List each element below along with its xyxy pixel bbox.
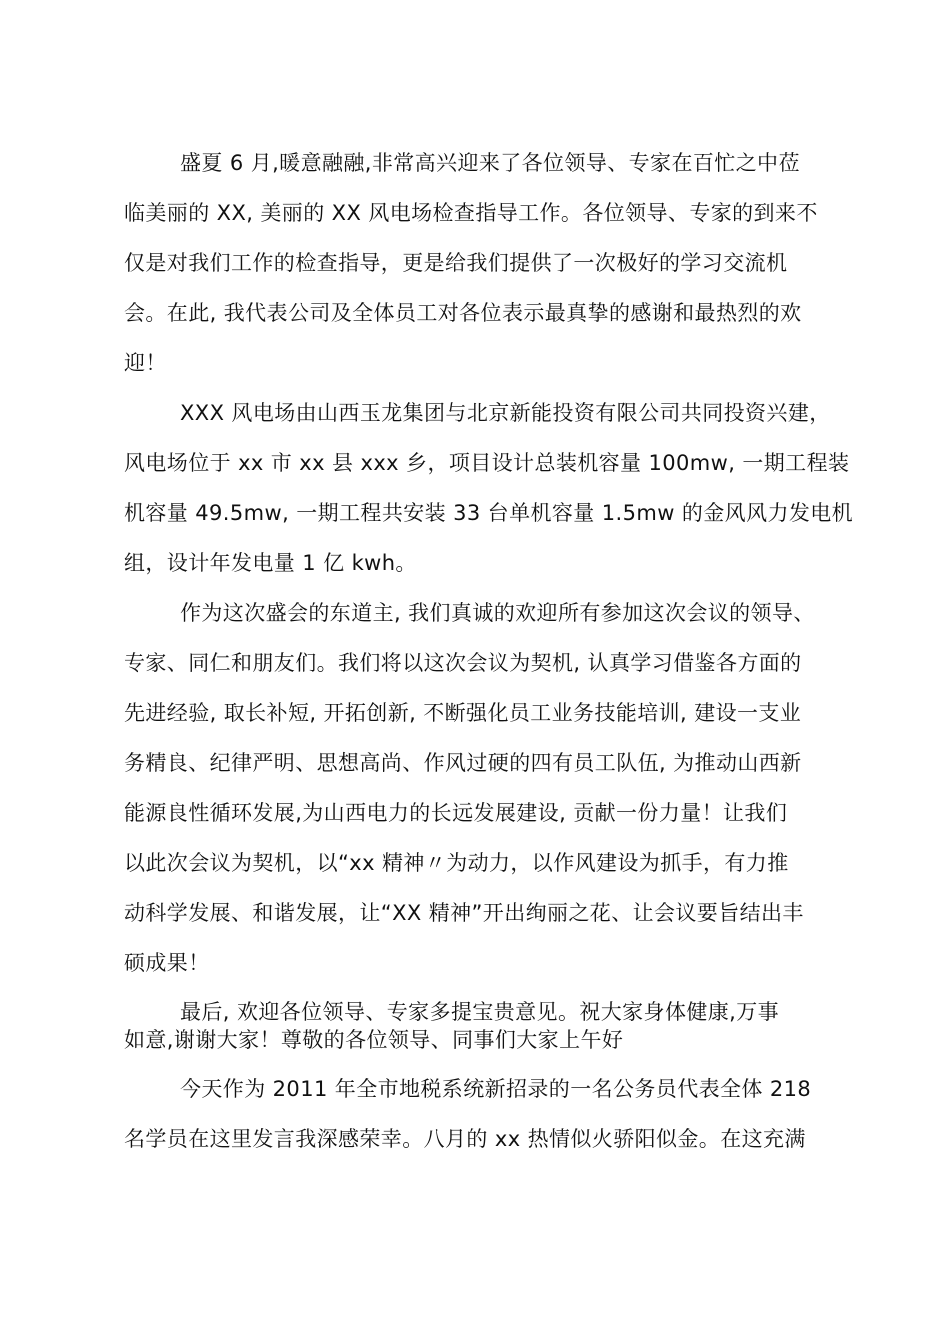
text-line: 名学员在这里发言我深感荣幸。八月的 xx 热情似火骄阳似金。在这充满 [124,1127,806,1151]
text-line: 先进经验, 取长补短, 开拓创新, 不断强化员工业务技能培训, 建设一支业 [124,701,802,725]
text-line: 组，设计年发电量 1 亿 kwh。 [124,551,417,575]
text-line: 作为这次盛会的东道主, 我们真诚的欢迎所有参加这次会议的领导、 [180,601,815,625]
text-line: 盛夏 6 月,暖意融融,非常高兴迎来了各位领导、专家在百忙之中莅 [180,151,800,175]
text-line: 风电场位于 xx 市 xx 县 xxx 乡，项目设计总装机容量 100mw, 一期工程装 [124,451,850,475]
document-body [124,138,854,1164]
text-line: 临美丽的 XX, 美丽的 XX 风电场检查指导工作。各位领导、专家的到来不 [124,201,818,225]
text-line: 能源良性循环发展,为山西电力的长远发展建设, 贡献一份力量！让我们 [124,801,788,825]
text-line: 如意,谢谢大家！尊敬的各位领导、同事们大家上午好 [124,1028,624,1052]
paragraph-welcome [124,138,844,388]
text-line: 务精良、纪律严明、思想高尚、作风过硬的四有员工队伍, 为推动山西新 [124,751,802,775]
text-line: 专家、同仁和朋友们。我们将以这次会议为契机, 认真学习借鉴各方面的 [124,651,802,675]
text-line: 以此次会议为契机，以“xx 精神〃为动力，以作风建设为抓手，有力推 [124,851,789,875]
paragraph-wind-farm [124,388,854,588]
text-line: XXX 风电场由山西玉龙集团与北京新能投资有限公司共同投资兴建， [180,401,831,425]
text-line: 今天作为 2011 年全市地税系统新招录的一名公务员代表全体 218 [180,1077,812,1101]
text-line: 仅是对我们工作的检查指导，更是给我们提供了一次极好的学习交流机 [124,251,788,275]
text-line: 硕成果！ [124,951,210,975]
paragraph-host [124,588,844,988]
text-line: 最后, 欢迎各位领导、专家多提宝贵意见。祝大家身体健康,万事 [180,1000,780,1024]
text-line: 机容量 49.5mw, 一期工程共安装 33 台单机容量 1.5mw 的金风风力发电机 [124,501,854,525]
text-line: 会。在此, 我代表公司及全体员工对各位表示最真挚的感谢和最热烈的欢 [124,301,802,325]
text-line: 迎！ [124,351,167,375]
text-line: 动科学发展、和谐发展，让“XX 精神”开出绚丽之花、让会议要旨结出丰 [124,901,804,925]
paragraph-closing [124,998,844,1054]
paragraph-speech [124,1064,844,1164]
